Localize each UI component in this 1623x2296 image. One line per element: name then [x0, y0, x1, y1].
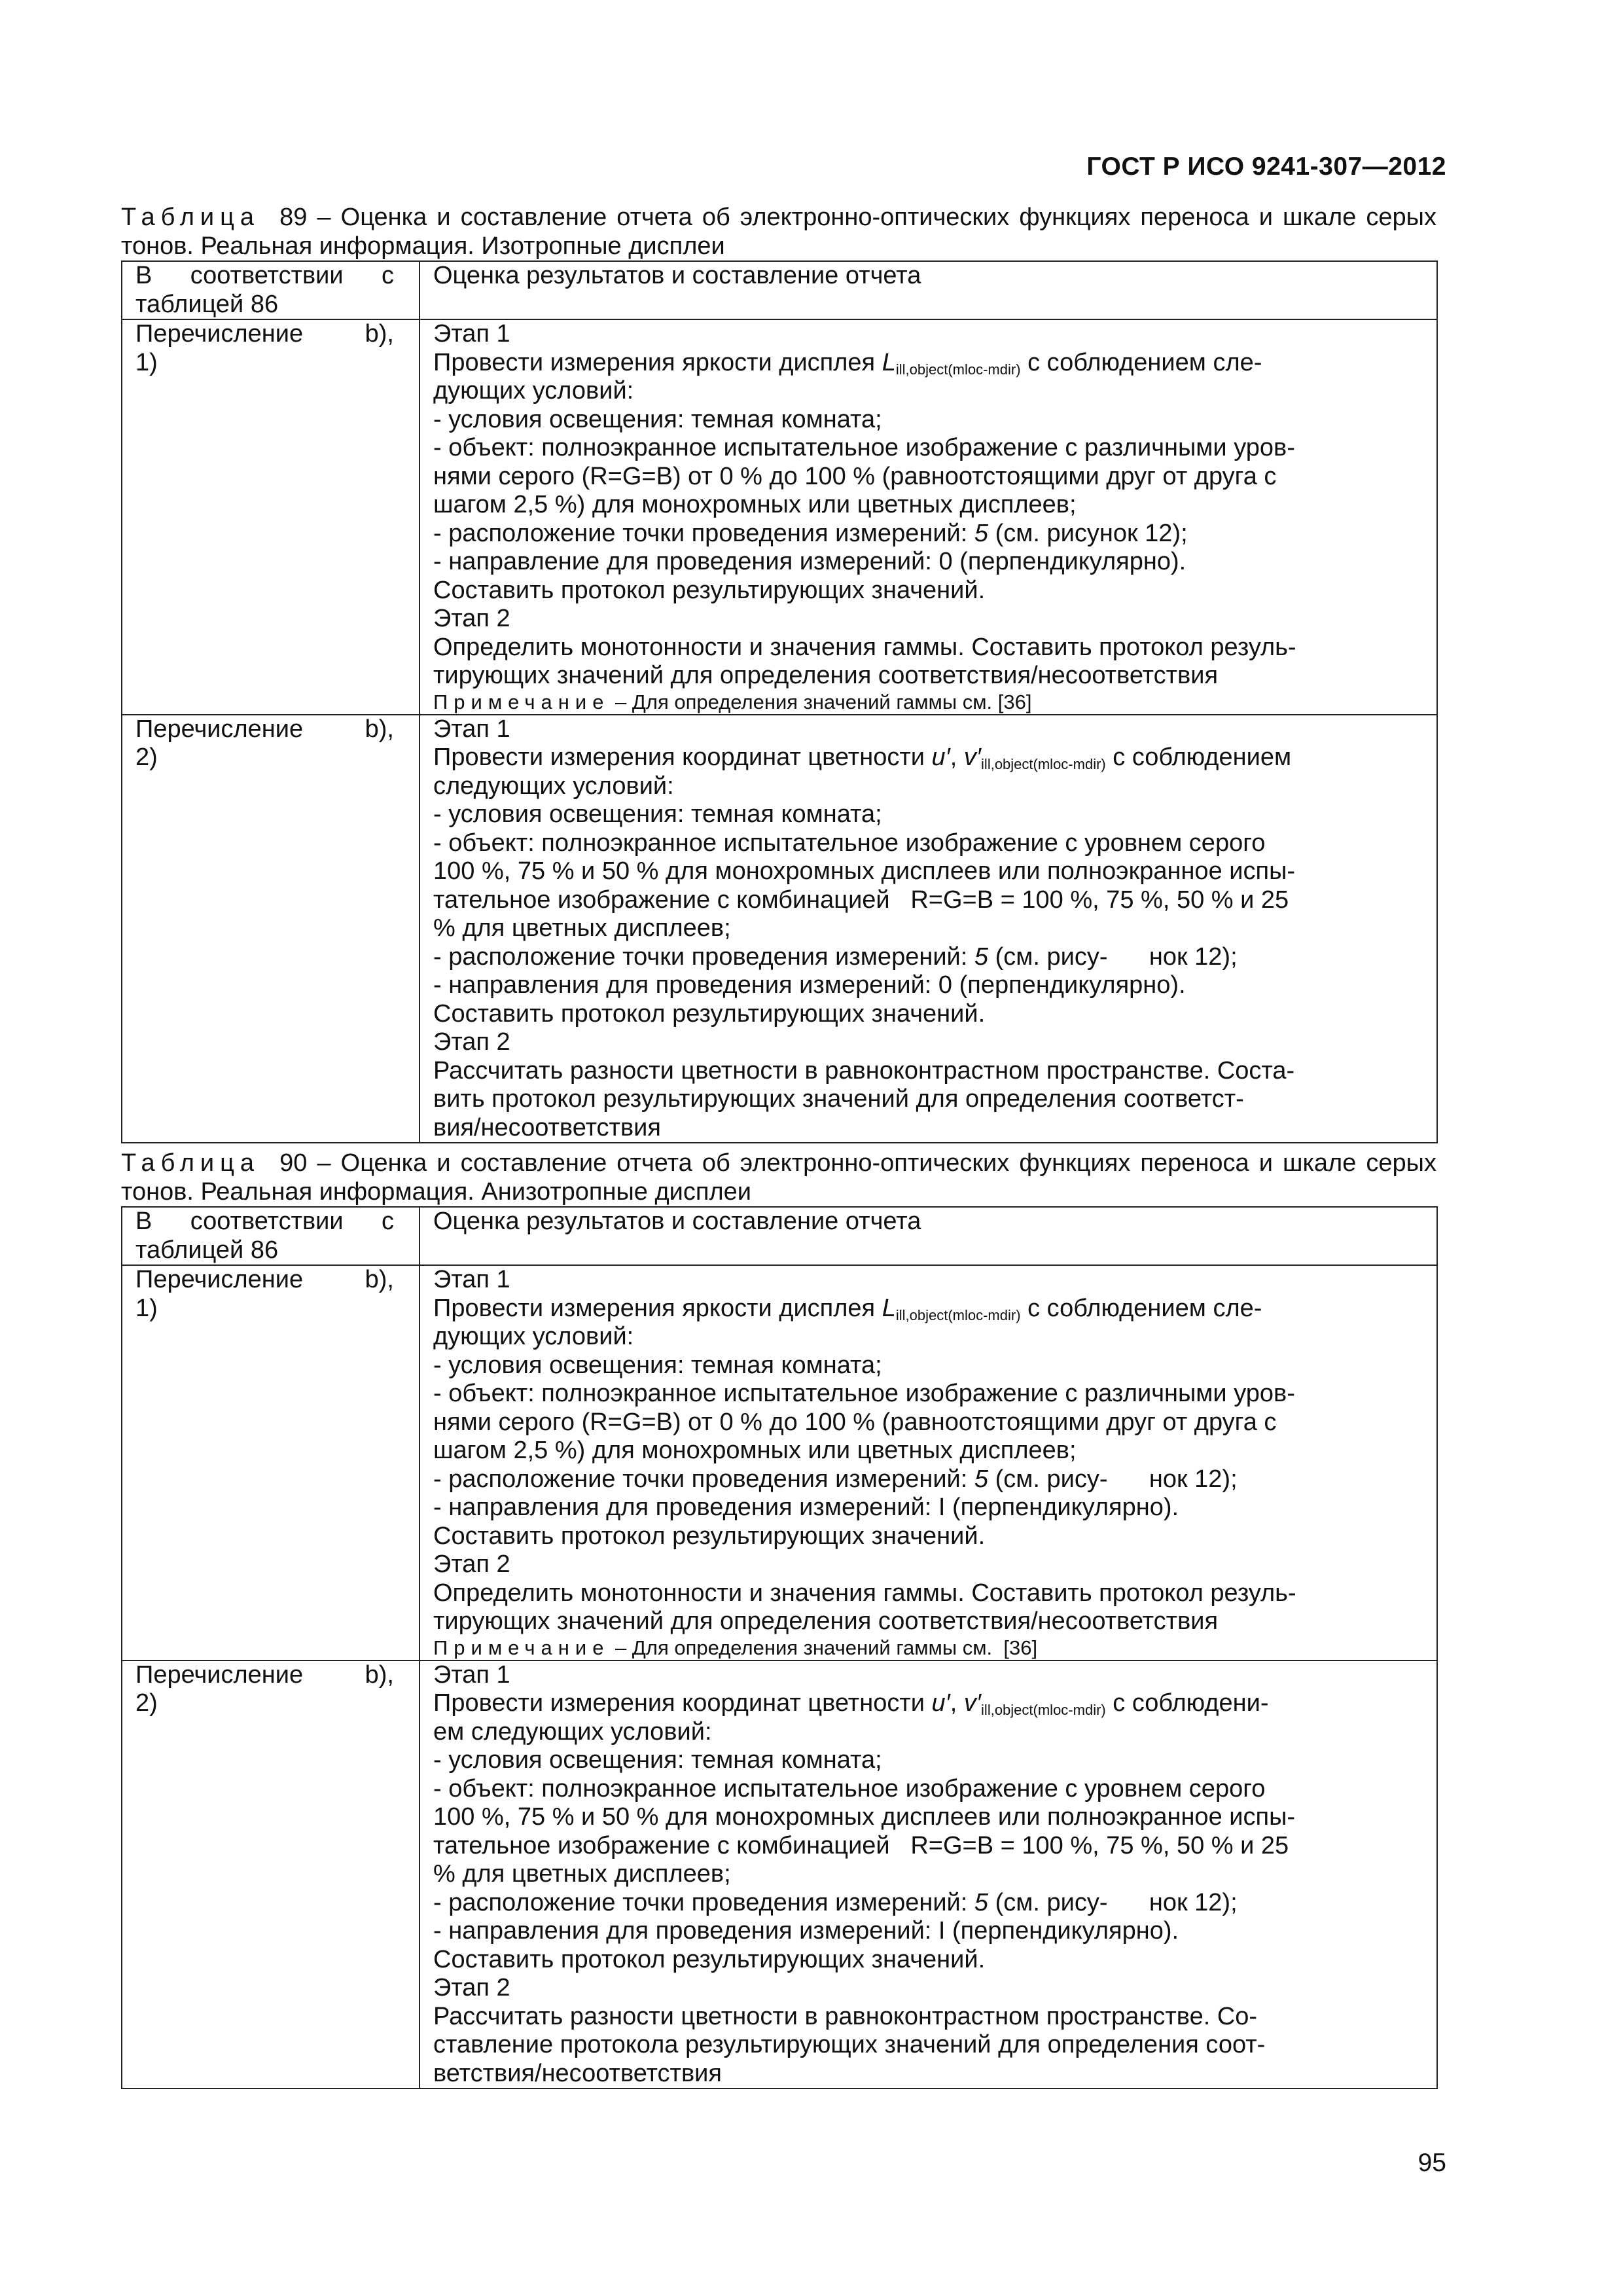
- caption-word: Таблица: [121, 204, 260, 231]
- stage-label: Этап 2: [433, 1028, 510, 1056]
- header-text: соответствии: [190, 1208, 344, 1235]
- text: ,: [950, 744, 964, 771]
- note-text: – Для определения значений гаммы см. [36]: [609, 690, 1032, 713]
- text-line: вить протокол результирующих значений для определения соответст-: [433, 1085, 1244, 1113]
- text-line: тательное изображение с комбинацией R=G=B = 100 %, 75 %, 50 % и 25: [433, 1831, 1289, 1859]
- text: ,: [950, 1689, 964, 1717]
- enum-word: Перечисление: [135, 1660, 304, 1689]
- text-line: следующих условий:: [433, 772, 674, 800]
- text-line: 100 %, 75 % и 50 % для монохромных дисплеев или полноэкранное испы-: [433, 857, 1296, 885]
- text-line: [433, 744, 1431, 772]
- text: - расположение точки проведения измерений:: [433, 1888, 974, 1916]
- procedure-cell: [419, 319, 1437, 715]
- header-text: таблицей 86: [135, 1236, 279, 1264]
- text: с соблюдени-: [1105, 1689, 1269, 1717]
- text-line: ем следующих условий:: [433, 1717, 712, 1746]
- stage-label: Этап 1: [433, 320, 510, 348]
- enum-letter: b),: [365, 1266, 394, 1293]
- subscript: ill,object(mloc-mdir): [981, 1702, 1106, 1718]
- text-line: тирующих значений для определения соответствия/несоответствия: [433, 1607, 1219, 1635]
- page-number: 95: [1418, 2149, 1446, 2177]
- procedure-cell: [419, 1265, 1437, 1660]
- caption-word: Таблица: [121, 1149, 260, 1177]
- procedure-cell: [419, 715, 1437, 1143]
- text: - расположение точки проведения измерений:: [433, 942, 974, 971]
- text: с соблюдением сле-: [1020, 348, 1262, 376]
- subscript: ill,object(mloc-mdir): [895, 1306, 1021, 1323]
- luminance-symbol: L: [882, 1294, 896, 1322]
- stage-label: Этап 2: [433, 1974, 510, 2001]
- text-line: шагом 2,5 %) для монохромных или цветных дисплеев;: [433, 1437, 1077, 1464]
- chromaticity-u-symbol: u′: [931, 1689, 950, 1717]
- text-line: Рассчитать разности цветности в равноконтрастном пространстве. Соста-: [433, 1056, 1295, 1085]
- text-line: - условия освещения: темная комната;: [433, 1351, 882, 1379]
- text-line: Рассчитать разности цветности в равноконтрастном пространстве. Со-: [433, 2002, 1258, 2030]
- caption-text: – Оценка и составление отчета об электронно-оптических функциях переноса и шкале серых тонов. Реальная информация. Изотропные дисплеи: [121, 204, 1436, 260]
- text-line: ставление протокола результирующих значений для определения соот-: [433, 2031, 1266, 2058]
- table-89-block: [121, 203, 1436, 1143]
- enum-letter: b),: [365, 320, 394, 348]
- table-header-row: [122, 1207, 1437, 1265]
- caption-number: 89: [279, 204, 308, 231]
- note-word: Примечание: [433, 690, 610, 713]
- text-line: - условия освещения: темная комната;: [433, 405, 882, 433]
- enum-word: Перечисление: [135, 1266, 304, 1293]
- point-number: 5: [974, 1465, 989, 1493]
- header-cell-evaluation: Оценка результатов и составление отчета: [419, 261, 1437, 319]
- point-number: 5: [974, 942, 989, 971]
- text-line: [433, 1465, 1431, 1494]
- text: (см. рису- нок 12);: [988, 1465, 1238, 1493]
- note: [433, 1636, 1431, 1660]
- enum-number: 2): [135, 744, 158, 771]
- text: Провести измерения яркости дисплея: [433, 1294, 882, 1322]
- text: Провести измерения яркости дисплея: [433, 348, 882, 376]
- text-line: тирующих значений для определения соответствия/несоответствия: [433, 662, 1219, 689]
- text-line: [433, 1889, 1431, 1918]
- header-cell-reference: [122, 261, 419, 319]
- text-line: Составить протокол результирующих значений.: [433, 999, 986, 1028]
- text-line: - направление для проведения измерений: 0 (перпендикулярно).: [433, 548, 1186, 575]
- stage-label: Этап 1: [433, 715, 510, 743]
- enum-letter: b),: [365, 715, 394, 743]
- text-line: вия/несоответствия: [433, 1113, 661, 1141]
- header-text: таблицей 86: [135, 290, 279, 318]
- table-90-caption: [121, 1149, 1436, 1206]
- text: Провести измерения координат цветности: [433, 1689, 932, 1717]
- text-line: - условия освещения: темная комната;: [433, 800, 882, 828]
- subscript: ill,object(mloc-mdir): [895, 361, 1021, 378]
- enum-number: 1): [135, 1294, 158, 1322]
- table-89: [121, 260, 1438, 1143]
- text-line: - объект: полноэкранное испытательное изображение с различными уров-: [433, 1380, 1295, 1407]
- text: (см. рисунок 12);: [988, 519, 1188, 547]
- text-line: [433, 520, 1431, 548]
- enumeration-cell: [122, 319, 419, 715]
- caption-number: 90: [279, 1149, 308, 1177]
- enumeration-cell: [122, 715, 419, 1143]
- point-number: 5: [974, 1888, 989, 1916]
- text: Провести измерения координат цветности: [433, 744, 932, 771]
- caption-text: – Оценка и составление отчета об электронно-оптических функциях переноса и шкале серых тонов. Реальная информация. Анизотропные дисплеи: [121, 1149, 1436, 1206]
- stage-label: Этап 1: [433, 1660, 510, 1689]
- point-number: 5: [974, 519, 989, 547]
- header-text: с: [382, 1208, 394, 1235]
- chromaticity-v-symbol: v′: [963, 744, 982, 771]
- text-line: Составить протокол результирующих значений.: [433, 1945, 986, 1973]
- table-90-block: [121, 1149, 1436, 2089]
- text-line: - условия освещения: темная комната;: [433, 1746, 882, 1774]
- table-row: [122, 715, 1437, 1143]
- text-line: тательное изображение с комбинацией R=G=B = 100 %, 75 %, 50 % и 25: [433, 886, 1289, 914]
- text-line: нями серого (R=G=B) от 0 % до 100 % (равноотстоящими друг от друга с: [433, 462, 1277, 490]
- text-line: Составить протокол результирующих значений.: [433, 1522, 986, 1550]
- text-line: [433, 1295, 1431, 1323]
- enum-letter: b),: [365, 1660, 394, 1689]
- text: (см. рису- нок 12);: [988, 942, 1238, 971]
- text: - расположение точки проведения измерений:: [433, 1465, 974, 1493]
- table-row: [122, 1265, 1437, 1660]
- text-line: % для цветных дисплеев;: [433, 914, 731, 942]
- header-text: В: [135, 1208, 152, 1235]
- text-line: - направления для проведения измерений: I (перпендикулярно).: [433, 1494, 1179, 1521]
- note-word: Примечание: [433, 1636, 610, 1659]
- text: с соблюдением: [1105, 744, 1292, 771]
- table-row: [122, 1660, 1437, 2089]
- text-line: - направления для проведения измерений: 0 (перпендикулярно).: [433, 971, 1186, 999]
- enum-number: 1): [135, 348, 158, 376]
- chromaticity-u-symbol: u′: [931, 744, 950, 771]
- text-line: Составить протокол результирующих значений.: [433, 576, 986, 604]
- header-text: с: [382, 262, 394, 289]
- stage-label: Этап 2: [433, 1551, 510, 1578]
- procedure-cell: [419, 1660, 1437, 2089]
- text: - расположение точки проведения измерений:: [433, 519, 974, 547]
- enum-number: 2): [135, 1689, 158, 1717]
- header-text: В: [135, 262, 152, 289]
- text-line: нями серого (R=G=B) от 0 % до 100 % (равноотстоящими друг от друга с: [433, 1408, 1277, 1436]
- subscript: ill,object(mloc-mdir): [981, 756, 1106, 772]
- text: с соблюдением сле-: [1020, 1294, 1262, 1322]
- text: (см. рису- нок 12);: [988, 1888, 1238, 1916]
- text-line: - объект: полноэкранное испытательное изображение с уровнем серого: [433, 1774, 1266, 1803]
- text-line: шагом 2,5 %) для монохромных или цветных дисплеев;: [433, 491, 1077, 518]
- text-line: [433, 1689, 1431, 1718]
- stage-label: Этап 2: [433, 605, 510, 632]
- text-line: 100 %, 75 % и 50 % для монохромных дисплеев или полноэкранное испы-: [433, 1803, 1296, 1831]
- note: [433, 691, 1431, 714]
- text-line: - объект: полноэкранное испытательное изображение с уровнем серого: [433, 829, 1266, 857]
- text-line: [433, 349, 1431, 378]
- header-cell-reference: [122, 1207, 419, 1265]
- stage-label: Этап 1: [433, 1266, 510, 1293]
- enumeration-cell: [122, 1265, 419, 1660]
- table-89-caption: [121, 203, 1436, 260]
- text-line: ветствия/несоответствия: [433, 2059, 722, 2087]
- text-line: Определить монотонности и значения гаммы. Составить протокол резуль-: [433, 1579, 1296, 1607]
- header-text: соответствии: [190, 262, 344, 289]
- text-line: - объект: полноэкранное испытательное изображение с различными уров-: [433, 434, 1295, 461]
- enum-word: Перечисление: [135, 320, 304, 348]
- text-line: Определить монотонности и значения гаммы. Составить протокол резуль-: [433, 633, 1296, 661]
- header-cell-evaluation: Оценка результатов и составление отчета: [419, 1207, 1437, 1265]
- luminance-symbol: L: [882, 348, 896, 376]
- table-row: [122, 319, 1437, 715]
- note-text: – Для определения значений гаммы см. [36]: [609, 1636, 1038, 1659]
- standard-designation: ГОСТ Р ИСО 9241-307—2012: [1086, 152, 1446, 181]
- table-90: [121, 1206, 1438, 2089]
- enumeration-cell: [122, 1660, 419, 2089]
- enum-word: Перечисление: [135, 715, 304, 743]
- chromaticity-v-symbol: v′: [963, 1689, 982, 1717]
- text-line: дующих условий:: [433, 1323, 634, 1350]
- text-line: [433, 943, 1431, 972]
- table-header-row: [122, 261, 1437, 319]
- text-line: дующих условий:: [433, 377, 634, 404]
- text-line: % для цветных дисплеев;: [433, 1860, 731, 1888]
- text-line: - направления для проведения измерений: I (перпендикулярно).: [433, 1917, 1179, 1945]
